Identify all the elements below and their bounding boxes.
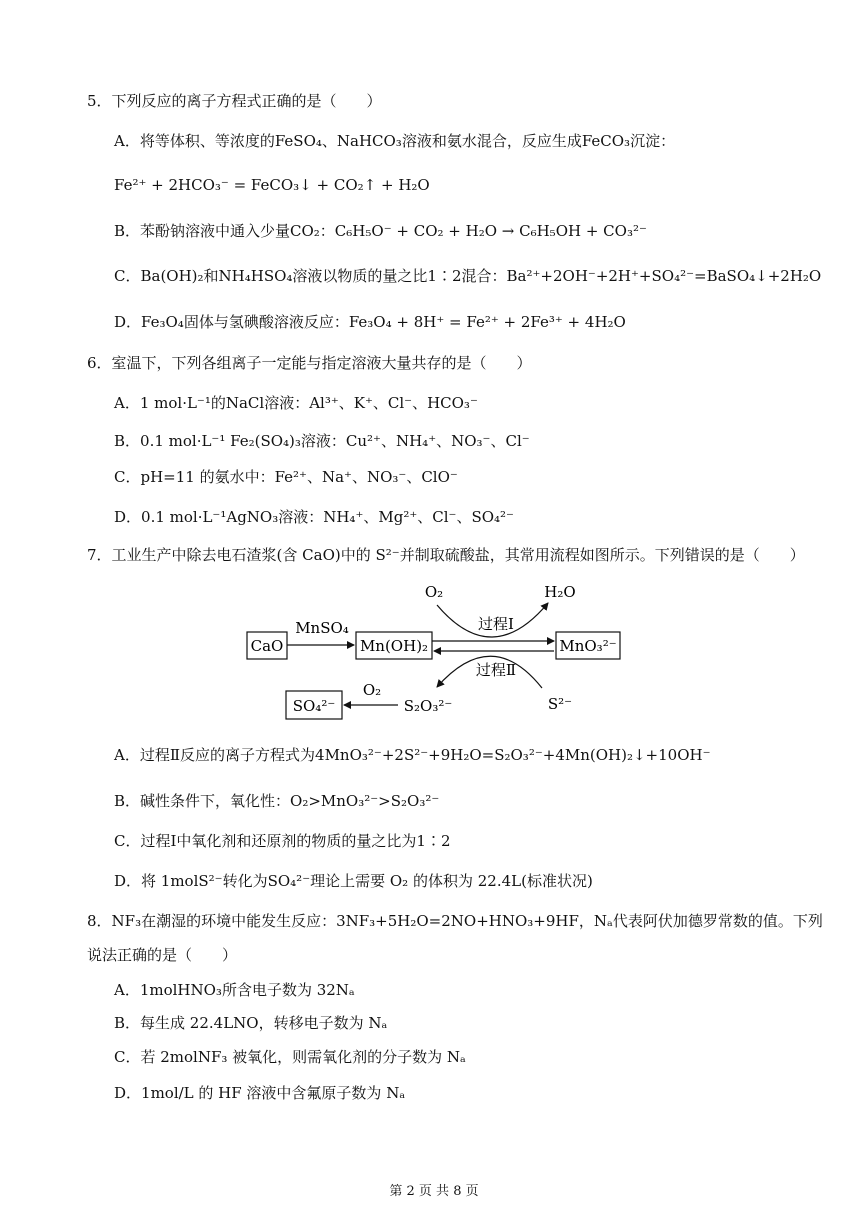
label-so4: SO₄²⁻ [292,697,336,715]
q5-option-a-equation: Fe²⁺ + 2HCO₃⁻ = FeCO₃↓ + CO₂↑ + H₂O [114,176,430,194]
label-process2: 过程Ⅱ [475,661,517,679]
q7-option-b: B．碱性条件下，氧化性：O₂>MnO₃²⁻>S₂O₃²⁻ [114,792,440,810]
q5-option-d: D．Fe₃O₄固体与氢碘酸溶液反应：Fe₃O₄ + 8H⁺ = Fe²⁺ + 2Fe³⁺ + 4H₂O [114,313,626,331]
q5-option-a: A．将等体积、等浓度的FeSO₄、NaHCO₃溶液和氨水混合，反应生成FeCO₃沉淀： [114,132,676,150]
label-cao: CaO [250,637,284,655]
q7-flow-diagram [0,575,868,725]
q6-option-a: A．1 mol·L⁻¹的NaCl溶液：Al³⁺、K⁺、Cl⁻、HCO₃⁻ [114,394,478,412]
q7-option-d: D．将 1molS²⁻转化为SO₄²⁻理论上需要 O₂ 的体积为 22.4L(标准状况) [114,872,593,890]
label-s2o3: S₂O₃²⁻ [403,697,453,715]
page-footer: 第 2 页 共 8 页 [389,1184,479,1199]
q5-option-b: B．苯酚钠溶液中通入少量CO₂：C₆H₅O⁻ + CO₂ + H₂O → C₆H₅OH + CO₃²⁻ [114,222,647,240]
q8-option-d: D．1mol/L 的 HF 溶液中含氟原子数为 Nₐ [114,1084,406,1102]
label-o2-bottom: O₂ [362,681,382,699]
q5-option-c: C．Ba(OH)₂和NH₄HSO₄溶液以物质的量之比1∶2混合：Ba²⁺+2OH⁻+2H⁺+SO₄²⁻=BaSO₄↓+2H₂O [114,267,822,285]
q8-option-b: B．每生成 22.4LNO，转移电子数为 Nₐ [114,1014,388,1032]
label-mnso4: MnSO₄ [295,619,349,637]
q6-option-b: B．0.1 mol·L⁻¹ Fe₂(SO₄)₃溶液：Cu²⁺、NH₄⁺、NO₃⁻、Cl⁻ [114,432,530,450]
label-h2o: H₂O [544,583,576,601]
q6-stem: 6．室温下，下列各组离子一定能与指定溶液大量共存的是（ ） [87,354,532,372]
label-process1: 过程Ⅰ [478,615,514,633]
q5-stem: 5．下列反应的离子方程式正确的是（ ） [87,92,382,110]
q7-stem: 7．工业生产中除去电石渣浆(含 CaO)中的 S²⁻并制取硫酸盐，其常用流程如图所示。下列错误的是（ ） [87,546,805,564]
label-mnoh2: Mn(OH)₂ [359,637,429,655]
q6-option-c: C．pH=11 的氨水中：Fe²⁺、Na⁺、NO₃⁻、ClO⁻ [114,468,458,486]
q8-option-a: A．1molHNO₃所含电子数为 32Nₐ [114,981,355,999]
q8-stem: 8．NF₃在潮湿的环境中能发生反应：3NF₃+5H₂O=2NO+HNO₃+9HF，Nₐ代表阿伏加德罗常数的值。下列 [87,912,823,930]
q7-option-c: C．过程Ⅰ中氧化剂和还原剂的物质的量之比为1∶2 [114,832,451,850]
q7-option-a: A．过程Ⅱ反应的离子方程式为4MnO₃²⁻+2S²⁻+9H₂O=S₂O₃²⁻+4Mn(OH)₂↓+10OH⁻ [114,746,711,764]
label-o2-top: O₂ [424,583,444,601]
q8-stem-continued: 说法正确的是（ ） [87,946,238,964]
label-mno3: MnO₃²⁻ [559,637,617,655]
label-s2: S²⁻ [547,695,573,713]
q6-option-d: D．0.1 mol·L⁻¹AgNO₃溶液：NH₄⁺、Mg²⁺、Cl⁻、SO₄²⁻ [114,508,514,526]
q8-option-c: C．若 2molNF₃ 被氧化，则需氧化剂的分子数为 Nₐ [114,1048,466,1066]
